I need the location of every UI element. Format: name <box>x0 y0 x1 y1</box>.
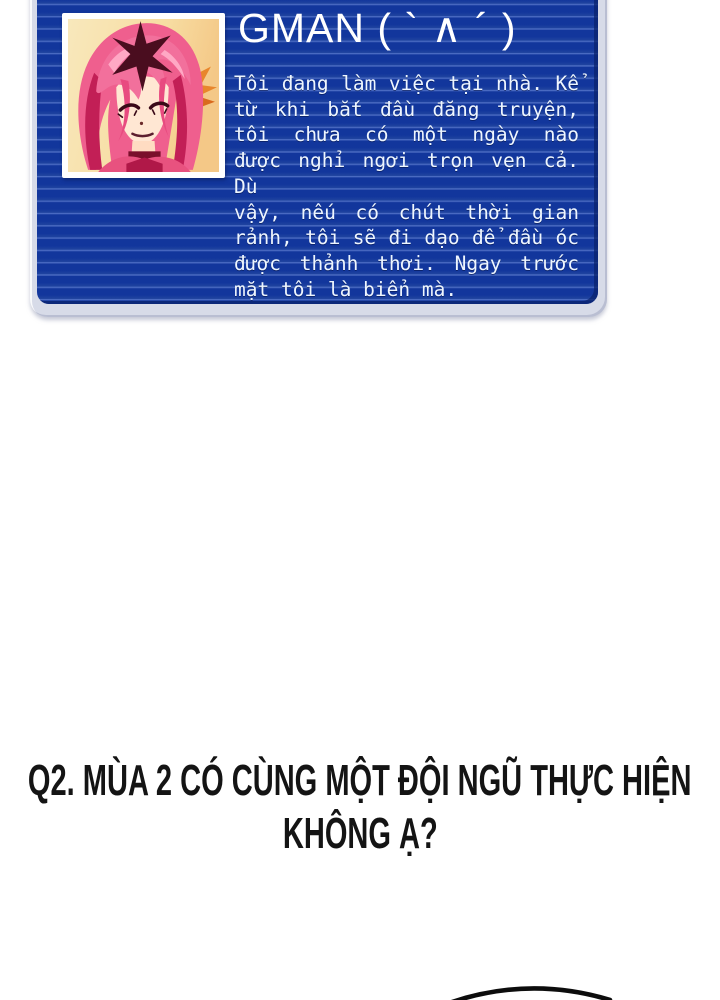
question-heading-line2: KHÔNG Ạ? <box>282 809 438 858</box>
quote-line: vậy, nếu có chút thời gian <box>234 200 579 224</box>
question-heading <box>0 754 720 860</box>
head-outline-sketch-arc <box>443 975 618 1000</box>
quote-line: được thảnh thơi. Ngay trước <box>234 251 579 275</box>
profile-quote <box>234 71 579 302</box>
avatar <box>62 13 225 178</box>
profile-name: GMAN ( ` ∧ ´ ) <box>238 5 517 51</box>
quote-line: tôi chưa có một ngày nào <box>234 123 579 147</box>
quote-line: mặt tôi là biển mà. <box>234 277 458 301</box>
quote-line: rảnh, tôi sẽ đi dạo để đầu óc <box>234 226 579 250</box>
quote-line: Tôi đang làm việc tại nhà. Kể <box>234 72 579 95</box>
avatar-illustration <box>68 19 219 172</box>
question-heading-line1: Q2. MÙA 2 CÓ CÙNG MỘT ĐỘI NGŨ THỰC HIỆN <box>28 756 692 805</box>
quote-line: từ khi bắt đầu đăng truyện, <box>234 97 579 121</box>
quote-line: được nghỉ ngơi trọn vẹn cả. Dù <box>234 149 579 198</box>
